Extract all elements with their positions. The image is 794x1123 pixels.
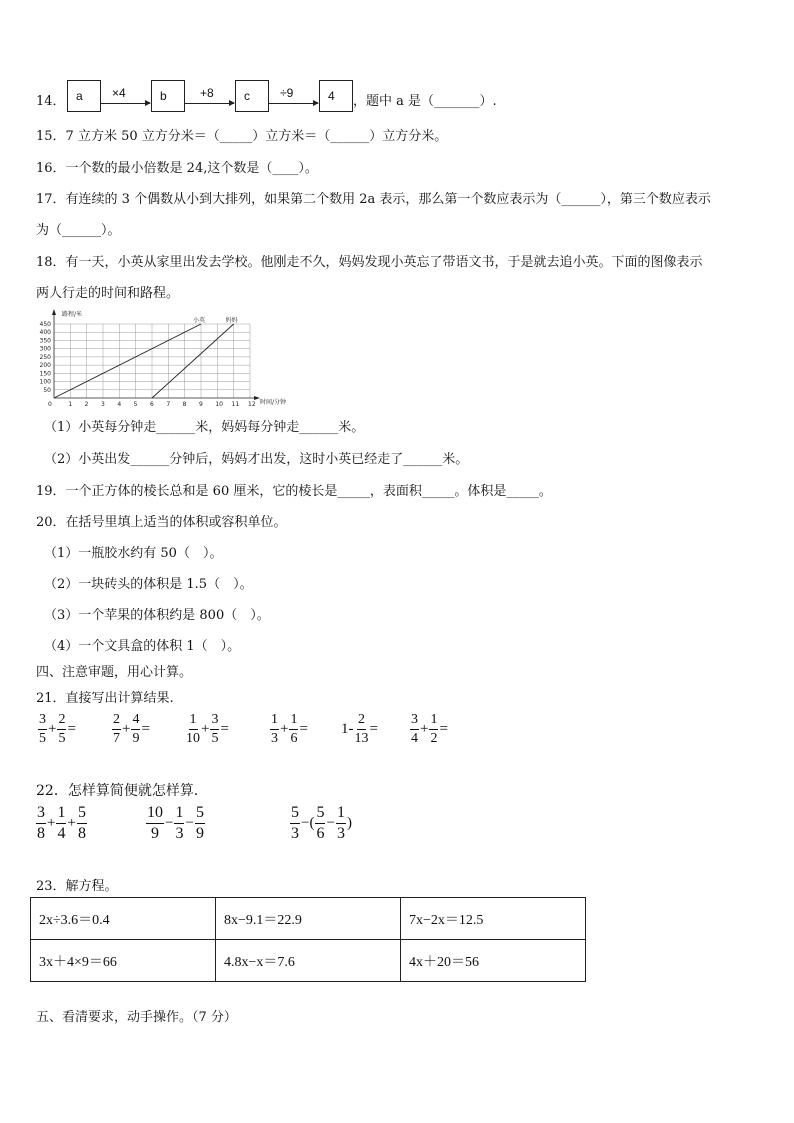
x-tick-label: 11: [231, 401, 240, 408]
q16: 16．一个数的最小倍数是 24,这个数是（____）。: [36, 161, 318, 176]
y-tick-label: 350: [39, 337, 51, 345]
y-axis-label: 路程/米: [62, 311, 83, 318]
q18-line2: 两人行走的时间和路程。: [36, 286, 180, 301]
q23-title: 23．解方程。: [36, 879, 118, 894]
x-tick-label: 6: [150, 401, 154, 408]
q14-tail: ，题中 a 是（_______）.: [353, 94, 497, 109]
q21-title: 21．直接写出计算结果.: [36, 691, 174, 706]
q22-expr-3: $\frac{5}{3}$ −( $\frac{5}{6}$ − $\frac{1}{3}$ ): [291, 804, 352, 842]
section-4-heading: 四、注意审题，用心计算。: [36, 665, 193, 680]
q20-item-4: （4）一个文具盒的体积 1（ ）。: [44, 639, 241, 654]
table-row: [31, 940, 586, 982]
equation-cell: 7x−2x＝12.5: [401, 898, 586, 940]
flow-arrow-1: [101, 103, 150, 104]
x-tick-label: 5: [133, 401, 138, 408]
series-line-xiaoying: [54, 324, 201, 398]
q21-expr-3: $\frac{1}{10}$ + $\frac{3}{5}$ =: [186, 712, 229, 746]
flow-box-c: c: [235, 80, 269, 112]
q22-title: 22．怎样算简便就怎样算．: [36, 783, 208, 799]
flow-op-multiply: ×4: [112, 86, 126, 100]
equation-cell: 4.8x−x＝7.6: [216, 940, 401, 982]
q17-line1: 17．有连续的 3 个偶数从小到大排列，如果第二个数用 2a 表示，那么第一个数应表示为（______），第三个数应表示: [36, 192, 711, 207]
x-axis-label: 时间/分钟: [260, 399, 287, 406]
q14-number: 14．: [36, 94, 66, 109]
q18-line1: 18．有一天，小英从家里出发去学校。他刚走不久，妈妈发现小英忘了带语文书，于是就去追小英。下面的图像表示: [36, 255, 703, 270]
section-5-heading: 五、看清要求，动手操作。（7 分）: [36, 1010, 237, 1025]
q20-item-1: （1）一瓶胶水约有 50（ ）。: [44, 546, 223, 561]
q22-expr-2: $\frac{10}{9}$ − $\frac{1}{3}$ − $\frac{5}{9}$: [147, 804, 204, 842]
x-tick-label: 0: [48, 401, 52, 408]
x-tick-label: 3: [101, 401, 105, 408]
q15: 15．7 立方米 50 立方分米＝（_____）立方米＝（______）立方分米。: [36, 129, 448, 144]
y-tick-label: 300: [39, 345, 51, 353]
table-row: [31, 898, 586, 940]
q21-expr-2: $\frac{2}{7}$ + $\frac{4}{9}$ =: [113, 712, 150, 746]
q20-title: 20．在括号里填上适当的体积或容积单位。: [36, 515, 287, 530]
q18-sub1: （1）小英每分钟走______米，妈妈每分钟走______米。: [44, 420, 365, 435]
equation-cell: 3x＋4×9＝66: [31, 940, 216, 982]
series-line-mama: [152, 324, 234, 398]
x-tick-label: 9: [199, 401, 203, 408]
y-tick-label: 450: [39, 321, 51, 328]
flow-box-result: 4: [319, 80, 353, 112]
x-tick-label: 12: [248, 401, 256, 408]
flow-box-a: a: [67, 80, 101, 112]
y-tick-label: 200: [39, 362, 51, 370]
x-tick-label: 8: [182, 401, 187, 408]
series-label-xiaoying: 小英: [193, 317, 206, 324]
q21-expr-5: 1- $\frac{2}{13}$ =: [341, 712, 378, 746]
y-tick-label: 250: [39, 353, 51, 361]
flow-arrow-2: [185, 103, 234, 104]
flow-op-add: +8: [200, 86, 214, 100]
flow-box-b: b: [151, 80, 185, 112]
distance-time-chart: [24, 310, 287, 410]
q17-line2: 为（______）。: [36, 223, 121, 238]
q21-expr-6: $\frac{3}{4}$ + $\frac{1}{2}$ =: [411, 712, 448, 746]
q21-expr-4: $\frac{1}{3}$ + $\frac{1}{6}$ =: [271, 712, 308, 746]
q18-sub2: （2）小英出发______分钟后，妈妈才出发，这时小英已经走了______米。: [44, 452, 469, 467]
y-tick-label: 150: [39, 370, 51, 378]
q22-expr-1: $\frac{3}{8}$ + $\frac{1}{4}$ + $\frac{5}{8}$: [37, 804, 86, 842]
q20-item-3: （3）一个苹果的体积约是 800（ ）。: [44, 608, 270, 623]
x-tick-label: 7: [166, 401, 171, 408]
flow-arrow-3: [269, 103, 318, 104]
equation-cell: 8x−9.1＝22.9: [216, 898, 401, 940]
y-tick-label: 50: [43, 386, 51, 394]
q20-item-2: （2）一块砖头的体积是 1.5（ ）。: [44, 577, 253, 592]
y-tick-label: 400: [39, 329, 51, 337]
equation-cell: 4x＋20＝56: [401, 940, 586, 982]
y-tick-label: 100: [39, 378, 51, 386]
equation-cell: 2x÷3.6＝0.4: [31, 898, 216, 940]
x-tick-label: 2: [84, 401, 89, 408]
equation-table: [30, 897, 586, 982]
y-axis-arrow: [52, 309, 56, 315]
q19: 19．一个正方体的棱长总和是 60 厘米，它的棱长是_____，表面积_____。体积是_____。: [36, 484, 552, 499]
x-tick-label: 1: [68, 401, 73, 408]
x-tick-label: 4: [117, 401, 122, 408]
series-label-mama: 妈妈: [225, 317, 238, 324]
flow-op-divide: ÷9: [280, 86, 294, 100]
q21-expr-1: $\frac{3}{5}$ + $\frac{2}{5}$ =: [39, 712, 76, 746]
x-tick-label: 10: [215, 401, 223, 408]
